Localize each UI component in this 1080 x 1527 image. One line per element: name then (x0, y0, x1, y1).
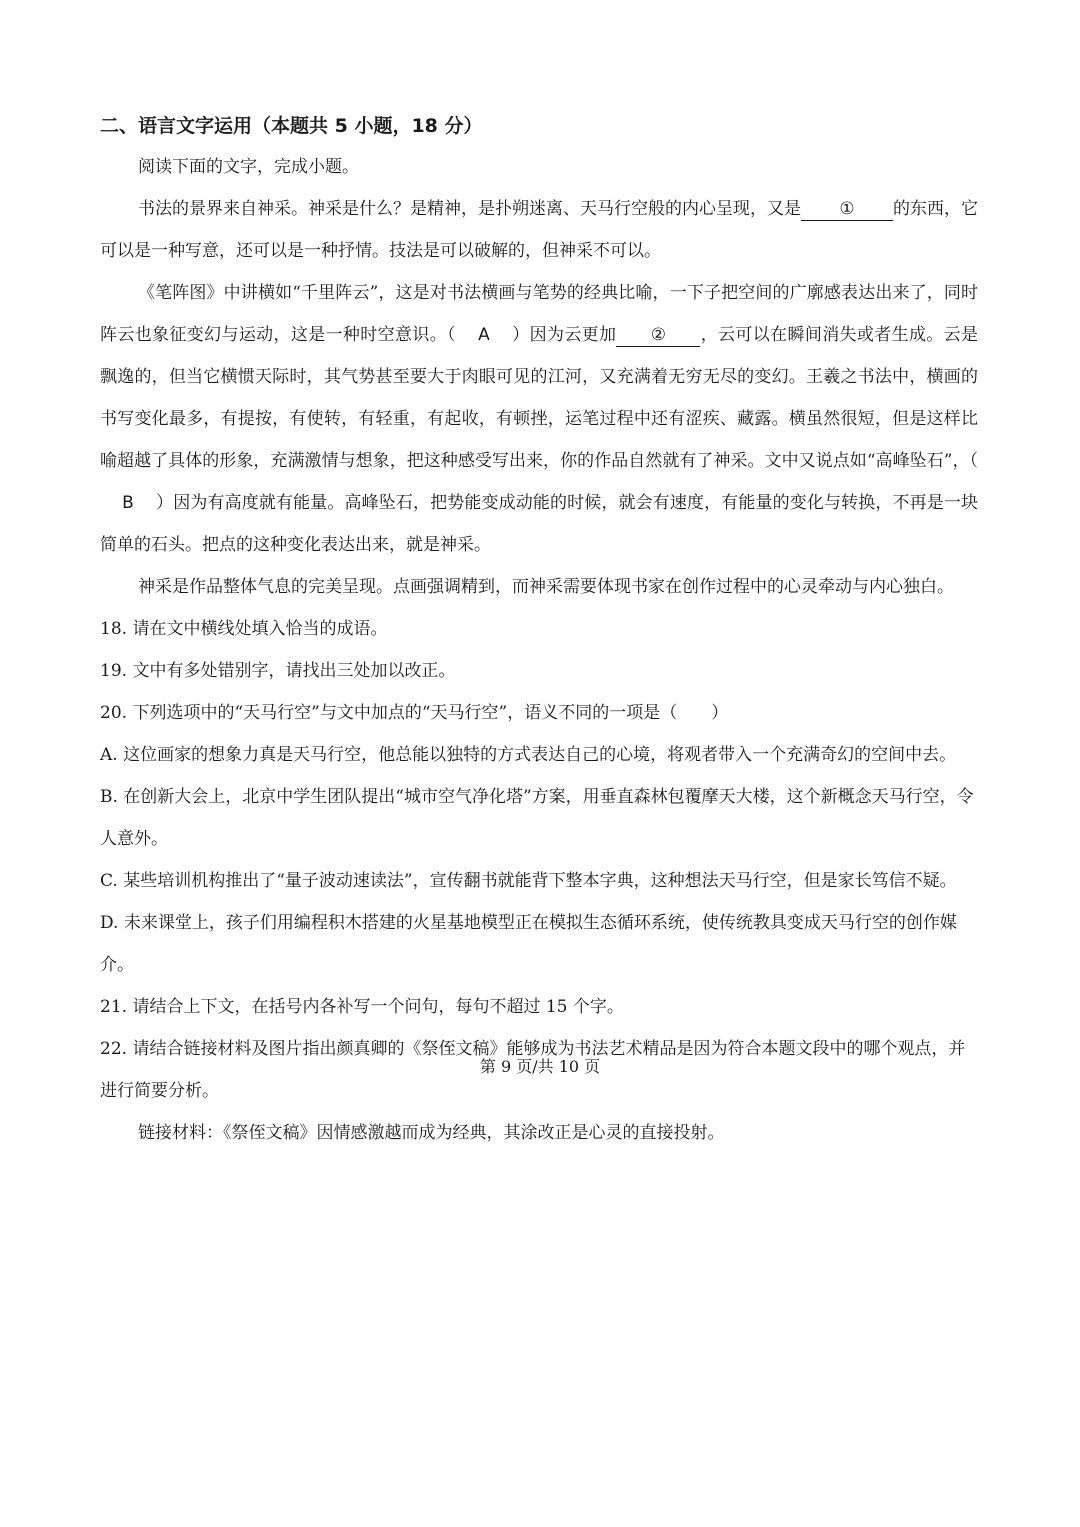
link-material: 链接材料：《祭侄文稿》因情感激越而成为经典，其涂改正是心灵的直接投射。 (138, 1123, 725, 1143)
question-21: 21. 请结合上下文，在括号内各补写一个问句，每句不超过 15 个字。 (100, 997, 624, 1017)
passage-text: 《笔阵图》中讲横如“千里阵云”，这是对书法横画与笔势的经典比喻，一下子把空间的广廓感表达出来了，同时阵云也象征变幻与运动，这是一种时空意识。（ (100, 283, 978, 345)
page-content (100, 106, 978, 1154)
question-18: 18. 请在文中横线处填入恰当的成语。 (100, 619, 388, 639)
option-b: B. 在创新大会上，北京中学生团队提出“城市空气净化塔”方案，用垂直森林包覆摩天大楼，这个新概念天马行空，令人意外。 (100, 787, 974, 849)
passage-text: ，云可以在瞬间消失或者生成。云是飘逸的，但当它横惯天际时，其气势甚至要大于肉眼可见的江河，又充满着无穷无尽的变幻。王羲之书法中，横画的书写变化最多，有提按，有使转，有轻重，有起收，有顿挫，运笔过程中还有涩疾、藏露。横虽然很短，但是这样比喻超越了具体的形象，充满激情与想象，把这种感受写出来，你的作品自然就有了神采。文中又说点如“高峰坠石”，（ (100, 325, 979, 471)
option-a: A. 这位画家的想象力真是天马行空，他总能以独特的方式表达自己的心境，将观者带入一个充满奇幻的空间中去。 (100, 745, 957, 765)
question-22: 22. 请结合链接材料及图片指出颜真卿的《祭侄文稿》能够成为书法艺术精品是因为符合本题文段中的哪个观点，并进行简要分析。 (100, 1039, 966, 1101)
question-slot-b: B (122, 493, 134, 513)
question-slot-a: A (478, 325, 490, 345)
passage-text: 的东西，它可以是一种写意，还可以是一种抒情。技法是可以破解的，但神采不可以。 (100, 199, 978, 261)
question-19: 19. 文中有多处错别字，请找出三处加以改正。 (100, 661, 456, 681)
passage-text: 书法的景界来自神采。神采是什么？是精神，是扑朔迷离、天马行空般的内心呈现，又是 (138, 199, 801, 219)
fill-blank-2: ② (616, 324, 700, 347)
option-c: C. 某些培训机构推出了“量子波动速读法”，宣传翻书就能背下整本字典，这种想法天马行空，但是家长笃信不疑。 (100, 871, 957, 891)
question-20: 20. 下列选项中的“天马行空”与文中加点的“天马行空”，语义不同的一项是（ ） (100, 703, 729, 723)
fill-blank-1: ① (801, 198, 893, 221)
option-d: D. 未来课堂上，孩子们用编程积木搭建的火星基地模型正在模拟生态循环系统，使传统教具变成天马行空的创作媒介。 (100, 913, 957, 975)
passage-text: ）因为云更加 (511, 325, 617, 345)
page-number-footer: 第 9 页/共 10 页 (479, 1057, 601, 1076)
passage-paragraph-2 (100, 272, 978, 566)
passage-paragraph-3: 神采是作品整体气息的完美呈现。点画强调精到，而神采需要体现书家在创作过程中的心灵牵动与内心独白。 (138, 577, 954, 597)
passage-text: ）因为有高度就有能量。高峰坠石，把势能变成动能的时候，就会有速度，有能量的变化与转换，不再是一块简单的石头。把点的这种变化表达出来，就是神采。 (100, 493, 978, 555)
reading-instruction: 阅读下面的文字，完成小题。 (138, 157, 359, 177)
passage-paragraph-1 (100, 188, 978, 272)
section-title: 二、语言文字运用（本题共 5 小题，18 分） (100, 115, 483, 137)
